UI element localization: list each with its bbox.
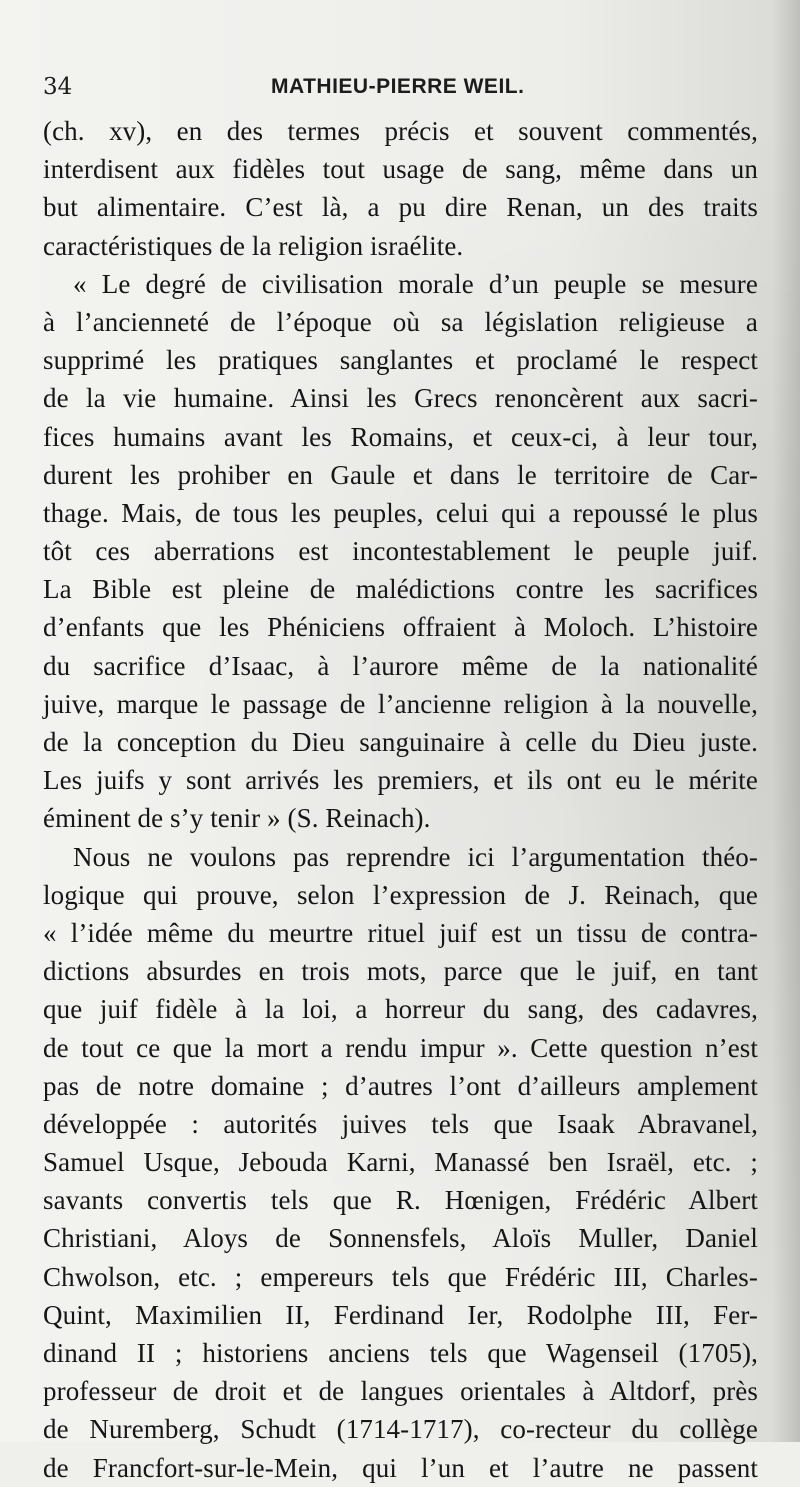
text-line: développée : autorités juives tels que Isaak Abravanel,	[43, 1108, 758, 1139]
page-number: 34	[43, 74, 73, 100]
text-line: supprimé les pratiques sanglantes et proclamé le respect	[43, 345, 758, 376]
text-line: savants convertis tels que R. Hœnigen, Frédéric Albert	[43, 1185, 758, 1216]
text-line: Quint, Maximilien II, Ferdinand Ier, Rodolphe III, Fer-	[43, 1299, 758, 1330]
text-line: juive, marque le passage de l’ancienne religion à la nouvelle,	[43, 688, 758, 719]
text-line: que juif fidèle à la loi, a horreur du sang, des cadavres,	[43, 994, 758, 1025]
text-line: Nous ne voulons pas reprendre ici l’argumentation théo-	[73, 841, 758, 872]
text-line: « Le degré de civilisation morale d’un peuple se mesure	[73, 268, 758, 299]
text-line: Les juifs y sont arrivés les premiers, et ils ont eu le mérite	[43, 765, 758, 796]
text-line: but alimentaire. C’est là, a pu dire Renan, un des traits	[43, 192, 758, 223]
text-line: éminent de s’y tenir » (S. Reinach).	[43, 803, 431, 834]
text-line: dictions absurdes en trois mots, parce que le juif, en tant	[43, 956, 758, 987]
page-edge-shadow	[772, 0, 800, 1442]
text-line: fices humains avant les Romains, et ceux-ci, à leur tour,	[43, 421, 758, 452]
text-line: du sacrifice d’Isaac, à l’aurore même de la nationalité	[43, 650, 758, 681]
text-line: à l’ancienneté de l’époque où sa législation religieuse a	[43, 306, 758, 337]
page-header	[43, 74, 758, 106]
text-line: de la conception du Dieu sanguinaire à celle du Dieu juste.	[43, 727, 758, 757]
text-line: dinand II ; historiens anciens tels que Wagenseil (1705),	[43, 1338, 758, 1368]
text-line: durent les prohiber en Gaule et dans le territoire de Car-	[43, 459, 758, 490]
text-line: de Francfort-sur-le-Mein, qui l’un et l’autre ne passent	[43, 1452, 758, 1483]
text-line: thage. Mais, de tous les peuples, celui qui a repoussé le plus	[43, 497, 758, 528]
text-line: caractéristiques de la religion israélite.	[43, 230, 464, 261]
running-head: MATHIEU-PIERRE WEIL.	[271, 75, 525, 98]
text-line: interdisent aux fidèles tout usage de sang, même dans un	[43, 154, 758, 185]
text-line: « l’idée même du meurtre rituel juif est un tissu de contra-	[43, 917, 758, 948]
text-line: de la vie humaine. Ainsi les Grecs renoncèrent aux sacri-	[43, 383, 758, 414]
text-line: La Bible est pleine de malédictions contre les sacrifices	[43, 574, 758, 605]
text-line: Samuel Usque, Jebouda Karni, Manassé ben Israël, etc. ;	[43, 1147, 758, 1178]
text-line: de Nuremberg, Schudt (1714-1717), co-recteur du collège	[43, 1414, 758, 1445]
text-line: (ch. xv), en des termes précis et souvent commentés,	[43, 116, 758, 146]
text-line: Chwolson, etc. ; empereurs tels que Frédéric III, Charles-	[43, 1261, 758, 1292]
text-line: tôt ces aberrations est incontestablement le peuple juif.	[43, 536, 758, 567]
text-line: de tout ce que la mort a rendu impur ». Cette question n’est	[43, 1032, 758, 1063]
text-line: pas de notre domaine ; d’autres l’ont d’ailleurs amplement	[43, 1070, 758, 1101]
text-line: d’enfants que les Phéniciens offraient à Moloch. L’histoire	[43, 612, 758, 643]
text-line: logique qui prouve, selon l’expression de J. Reinach, que	[43, 879, 758, 910]
body-text	[43, 112, 758, 1487]
text-line: Christiani, Aloys de Sonnensfels, Aloïs Muller, Daniel	[43, 1223, 758, 1254]
text-line: professeur de droit et de langues orientales à Altdorf, près	[43, 1376, 758, 1407]
